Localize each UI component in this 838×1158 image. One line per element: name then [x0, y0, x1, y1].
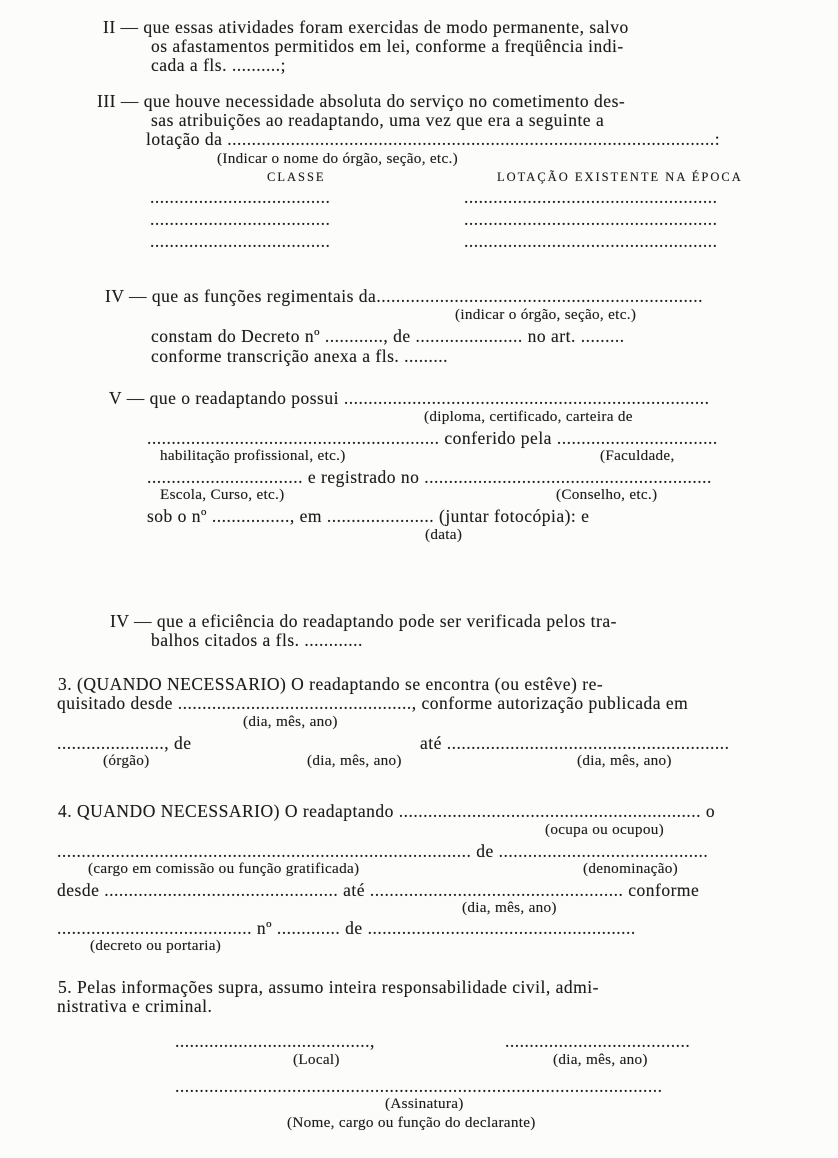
clause-v-line-1: V — que o readaptando possui ........................................................................... — [109, 388, 710, 408]
clause-iii-dotted-field-lotacao: lotação da ....................................................................................................: — [146, 129, 721, 149]
item3-line-1: 3. (QUANDO NECESSARIO) O readaptando se encontra (ou estêve) re- — [58, 674, 604, 694]
hint-ocupa-ocupou: (ocupa ou ocupou) — [545, 821, 664, 838]
item3-dotted-field-orgao: ......................, de — [57, 733, 192, 753]
signature-line-field: .................................................................................................... — [175, 1076, 663, 1096]
clause-vi-line-1: IV — que a eficiência do readaptando pode ser verificada pelos tra- — [110, 611, 617, 631]
clause-v-line-2: ............................................................ conferido pela ................................. — [147, 428, 718, 448]
clause-iv-line-1: IV — que as funções regimentais da................................................................... — [105, 286, 703, 306]
table-row-3-lotacao-field: .................................................... — [464, 231, 718, 251]
item4-line-2: ..................................................................................... de ........................................... — [57, 841, 709, 861]
table-row-2-lotacao-field: .................................................... — [464, 209, 718, 229]
hint-assinatura: (Assinatura) — [385, 1095, 464, 1112]
item3-dotted-field-ate: até .......................................................... — [420, 733, 730, 753]
hint-local: (Local) — [293, 1051, 340, 1068]
hint-data: (data) — [425, 526, 463, 543]
hint-orgao-nome: (Indicar o nome do órgão, seção, etc.) — [217, 150, 458, 167]
hint-diploma: (diploma, certificado, carteira de — [424, 408, 633, 425]
hint-conselho: (Conselho, etc.) — [556, 486, 658, 503]
clause-iii-line-2: sas atribuições ao readaptando, uma vez que era a seguinte a — [151, 110, 605, 130]
hint-denominacao: (denominação) — [583, 860, 678, 877]
hint-orgao: (órgão) — [103, 752, 150, 769]
clause-v-line-3: ................................ e registrado no ........................................................... — [147, 467, 712, 487]
clause-v-line-4: sob o nº ................, em ...................... (juntar fotocópia): e — [147, 506, 590, 526]
hint-dia-mes-ano: (dia, mês, ano) — [243, 713, 338, 730]
item4-line-4: ........................................ nº ............. de ....................................................... — [57, 918, 636, 938]
signature-date-field: ...................................... — [505, 1031, 691, 1051]
table-header-classe: CLASSE — [267, 170, 326, 184]
hint-dia-mes-ano: (dia, mês, ano) — [553, 1051, 648, 1068]
table-header-lotacao: LOTAÇÃO EXISTENTE NA ÉPOCA — [497, 170, 743, 184]
signature-local-field: ........................................, — [175, 1031, 375, 1051]
item3-line-2: quisitado desde ................................................, conforme autorização publicada em — [57, 693, 689, 713]
table-row-1-lotacao-field: .................................................... — [464, 187, 718, 207]
hint-dia-mes-ano: (dia, mês, ano) — [577, 752, 672, 769]
hint-dia-mes-ano: (dia, mês, ano) — [307, 752, 402, 769]
hint-habilitacao: habilitação profissional, etc.) — [160, 447, 346, 464]
hint-dia-mes-ano: (dia, mês, ano) — [462, 899, 557, 916]
hint-faculdade: (Faculdade, — [600, 447, 675, 464]
hint-indicar-orgao: (indicar o órgão, seção, etc.) — [455, 306, 637, 323]
clause-iv-line-2: constam do Decreto nº ............, de ...................... no art. ......... — [151, 326, 625, 346]
clause-vi-line-2: balhos citados a fls. ............ — [151, 630, 363, 650]
clause-ii-line-1: II — que essas atividades foram exercidas de modo permanente, salvo — [103, 17, 629, 37]
item5-line-2: nistrativa e criminal. — [57, 996, 213, 1016]
item5-line-1: 5. Pelas informações supra, assumo inteira responsabilidade civil, admi- — [58, 977, 599, 997]
clause-ii-line-2: os afastamentos permitidos em lei, conforme a freqüência indi- — [151, 36, 624, 56]
table-row-1-classe-field: ..................................... — [150, 187, 331, 207]
hint-decreto-portaria: (decreto ou portaria) — [90, 937, 222, 954]
item4-line-1: 4. QUANDO NECESSARIO) O readaptando .............................................................. o — [58, 801, 716, 821]
hint-cargo-comissao: (cargo em comissão ou função gratificada) — [88, 860, 360, 877]
hint-nome-cargo-declarante: (Nome, cargo ou função do declarante) — [287, 1114, 536, 1131]
hint-escola-curso: Escola, Curso, etc.) — [160, 486, 285, 503]
clause-iv-line-3: conforme transcrição anexa a fls. ......... — [151, 346, 449, 366]
item4-line-3: desde ................................................ até .................................................... conforme — [57, 880, 700, 900]
clause-ii-line-3: cada a fls. ..........; — [151, 55, 286, 75]
table-row-2-classe-field: ..................................... — [150, 209, 331, 229]
table-row-3-classe-field: ..................................... — [150, 231, 331, 251]
clause-iii-line-1: III — que houve necessidade absoluta do serviço no cometimento des- — [97, 91, 626, 111]
